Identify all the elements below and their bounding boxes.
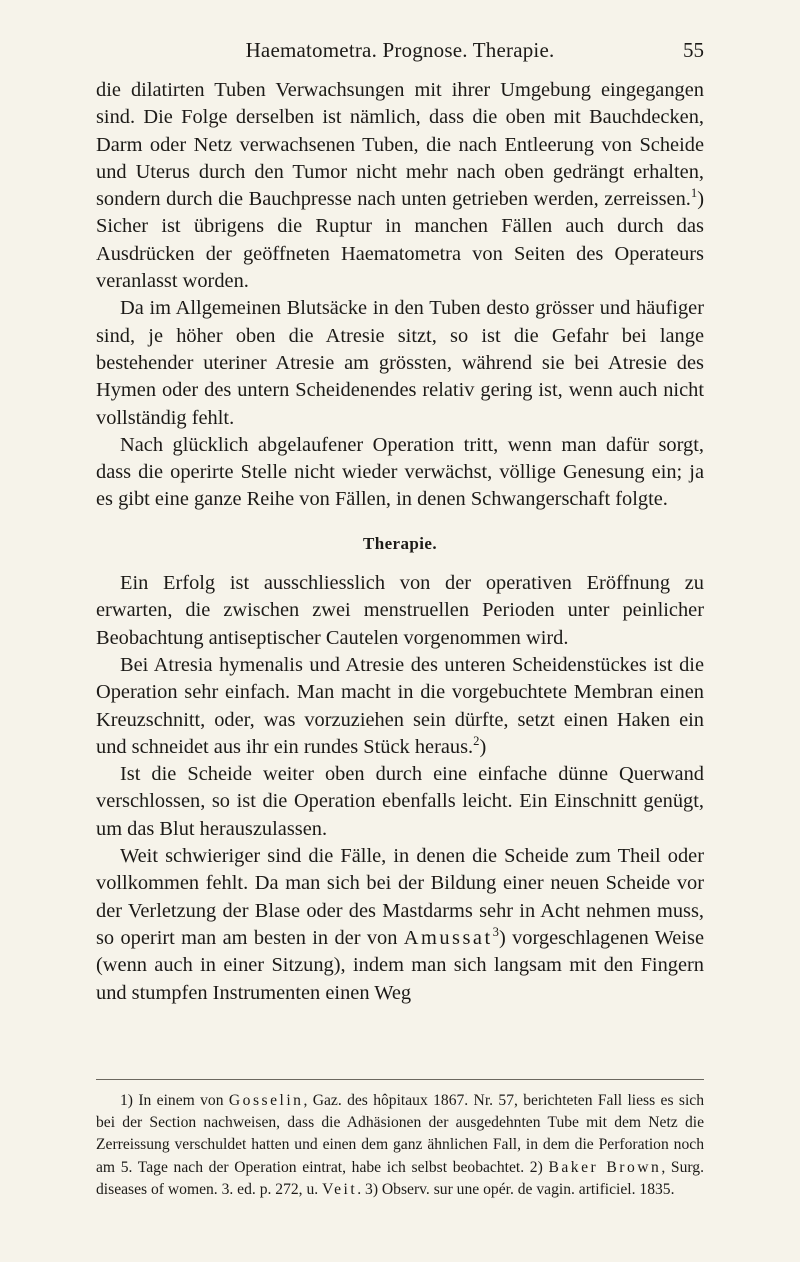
footnote-text: , Gaz. des hôpitaux 1867. Nr. 57, berichteten Fall liess es sich bei der Section nachweisen, dass die Adhäsionen der ausgedehnten Tube mit dem Netz die Zerreissung verschuldet hatten und einen dem ganz ähnlichen Fall, in dem die Perforation noch am 5. Tage nach der Operation eintrat, habe ich selbst beobachtet. 2) xyxy=(96,1092,704,1176)
author-name: Gosselin xyxy=(228,1092,304,1109)
paragraph-text: ) xyxy=(479,735,487,758)
paragraph-text: ) Sicher ist übrigens die Ruptur in manchen Fällen auch durch das Ausdrücken der geöffneten Haematometra von Seiten des Operateurs veranlasst worden. xyxy=(96,188,704,293)
paragraph: Ein Erfolg ist ausschliesslich von der operativen Eröffnung zu erwarten, die zwischen zwei menstruellen Perioden unter peinlicher Beobachtung antiseptischer Cautelen vorgenommen wird. xyxy=(96,572,704,649)
section-heading: Therapie. xyxy=(363,533,437,553)
paragraph: Nach glücklich abgelaufener Operation tritt, wenn man dafür sorgt, dass die operirte Stelle nicht wieder verwächst, völlige Genesung ein; ja es gibt eine ganze Reihe von Fällen, in denen Schwangerschaft folgte. xyxy=(96,433,704,511)
paragraph-text: die dilatirten Tuben Verwachsungen mit ihrer Umgebung eingegangen sind. Die Folge derselben ist nämlich, dass die oben mit Bauchdecken, Darm oder Netz verwachsenen Tuben, die nach Entleerung von Scheide und Uterus durch den Tumor nicht mehr nach oben gedrängt erhalten, sondern durch die Bauchpresse nach unten getrieben werden, zerreissen. xyxy=(96,79,704,211)
main-text xyxy=(96,77,704,1007)
paragraph: Ist die Scheide weiter oben durch eine einfache dünne Querwand verschlossen, so ist die Operation ebenfalls leicht. Ein Einschnitt genügt, um das Blut herauszulassen. xyxy=(96,763,704,840)
paragraph xyxy=(96,652,704,761)
paragraph-text: Bei Atresia hymenalis und Atresie des unteren Scheidenstückes ist die Operation sehr einfach. Man macht in die vorgebuchtete Membran einen Kreuzschnitt, oder, was vorzuziehen sein dürfte, setzt einen Haken ein und schneidet aus ihr ein rundes Stück heraus. xyxy=(96,653,704,758)
running-title: Haematometra. Prognose. Therapie. xyxy=(245,38,555,62)
footnote-text: 1) In einem von xyxy=(120,1092,224,1109)
page-header xyxy=(96,38,704,68)
author-name: Veit xyxy=(322,1180,358,1198)
paragraph-text: ) vorgeschlagenen Weise (wenn auch in einer Sitzung), indem man sich langsam mit den Fingern und stumpfen Instrumenten einen Weg xyxy=(96,926,704,1004)
footnote-ref: 2 xyxy=(473,734,480,749)
author-name: Amussat xyxy=(403,926,493,949)
footnote-ref: 1 xyxy=(690,186,698,201)
paragraph xyxy=(96,843,704,1007)
footnotes xyxy=(96,1090,704,1201)
footnote-text: , Surg. diseases of women. 3. ed. p. 272, u. xyxy=(96,1158,704,1198)
footnote-rule xyxy=(96,1079,704,1080)
author-name: Baker Brown xyxy=(548,1158,662,1176)
footnote-text: . 3) Observ. sur une opér. de vagin. artificiel. 1835. xyxy=(357,1180,675,1198)
footnote xyxy=(96,1090,704,1201)
page-number: 55 xyxy=(683,38,704,62)
paragraph: Da im Allgemeinen Blutsäcke in den Tuben desto grösser und häufiger sind, je höher oben die Atresie sitzt, so ist die Gefahr bei lange bestehender uteriner Atresie am grössten, während sie bei Atresie des Hymen oder des untern Scheidenendes relativ gering ist, wenn auch nicht vollständig fehlt. xyxy=(96,297,704,429)
paragraph-continued xyxy=(96,77,704,295)
footnote-ref: 3 xyxy=(492,925,499,940)
paragraph-text: Weit schwieriger sind die Fälle, in denen die Scheide zum Theil oder vollkommen fehlt. Da man sich bei der Bildung einer neuen Scheide vor der Verletzung der Blase oder des Mastdarms sehr in Acht nehmen muss, so operirt man am besten in der von xyxy=(96,845,704,949)
